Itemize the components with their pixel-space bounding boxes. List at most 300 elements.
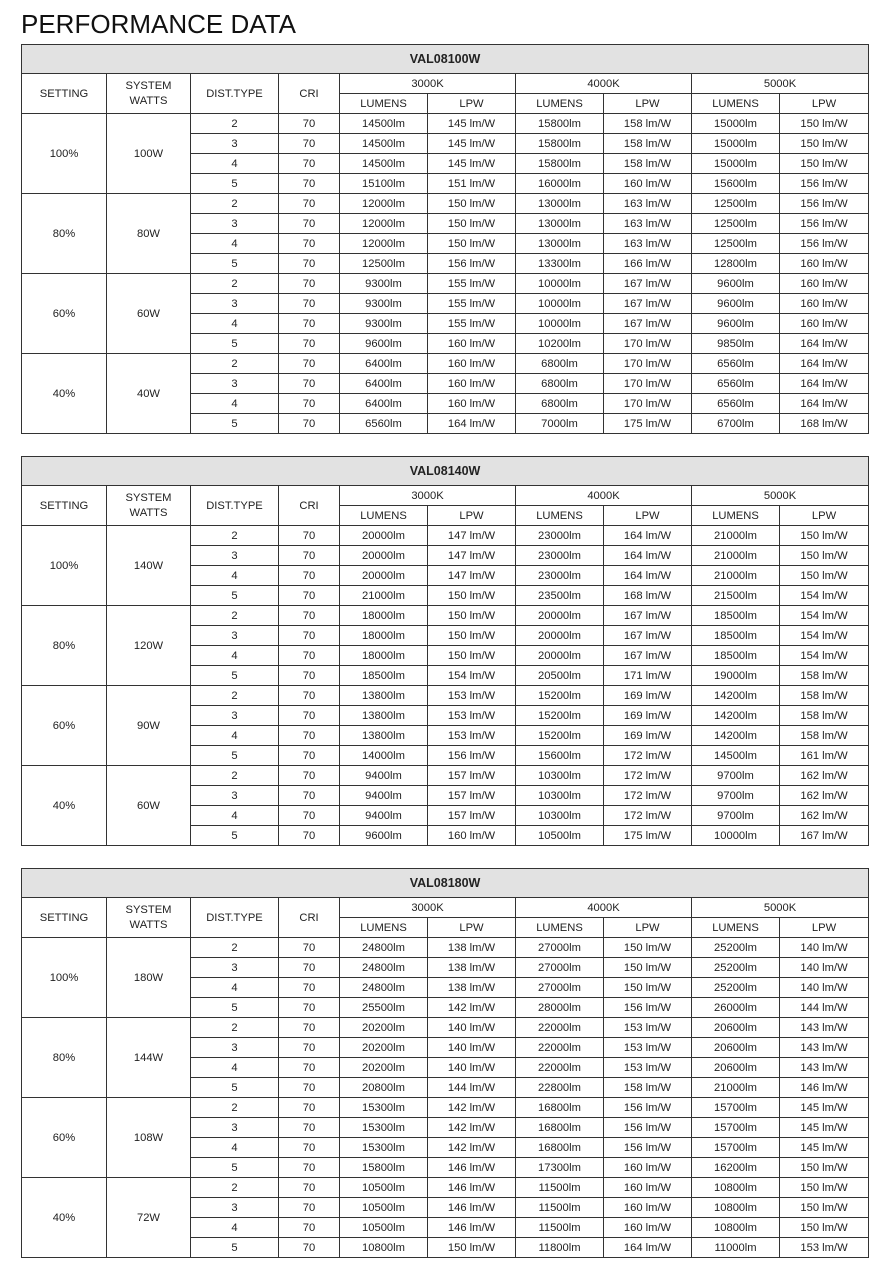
lumens-5000k-cell: 12500lm: [692, 194, 780, 214]
lpw-4000k-cell: 153 lm/W: [604, 1058, 692, 1078]
lumens-3000k-cell: 10800lm: [340, 1238, 428, 1258]
lumens-4000k-cell: 11500lm: [516, 1218, 604, 1238]
cri-cell: 70: [279, 134, 340, 154]
lumens-5000k-cell: 6700lm: [692, 414, 780, 434]
lpw-3000k-cell: 150 lm/W: [428, 646, 516, 666]
lpw-3000k-cell: 150 lm/W: [428, 234, 516, 254]
lpw-4000k-cell: 170 lm/W: [604, 354, 692, 374]
lpw-4000k-cell: 156 lm/W: [604, 998, 692, 1018]
cri-cell: 70: [279, 1238, 340, 1258]
system-watts-cell: 72W: [107, 1178, 191, 1258]
lumens-3000k-cell: 12000lm: [340, 234, 428, 254]
lpw-5000k-cell: 161 lm/W: [780, 746, 869, 766]
lpw-5000k-cell: 150 lm/W: [780, 114, 869, 134]
dist-type-cell: 5: [191, 254, 279, 274]
dist-type-cell: 3: [191, 626, 279, 646]
setting-cell: 40%: [22, 354, 107, 434]
lpw-5000k-cell: 160 lm/W: [780, 294, 869, 314]
setting-header: SETTING: [22, 486, 107, 526]
cri-cell: 70: [279, 1078, 340, 1098]
lumens-5000k-cell: 6560lm: [692, 394, 780, 414]
lumens-5000k-cell: 21500lm: [692, 586, 780, 606]
lumens-4000k-cell: 15200lm: [516, 686, 604, 706]
setting-header: SETTING: [22, 898, 107, 938]
lpw-4000k-cell: 163 lm/W: [604, 214, 692, 234]
lpw-4000k-cell: 169 lm/W: [604, 706, 692, 726]
lumens-4000k-cell: 20000lm: [516, 606, 604, 626]
lpw-4000k-cell: 153 lm/W: [604, 1018, 692, 1038]
lpw-4000k-cell: 167 lm/W: [604, 606, 692, 626]
lpw-5000k-cell: 145 lm/W: [780, 1098, 869, 1118]
lumens-3000k-cell: 18000lm: [340, 626, 428, 646]
cri-cell: 70: [279, 586, 340, 606]
lpw-5000k-cell: 168 lm/W: [780, 414, 869, 434]
lumens-4000k-cell: 15200lm: [516, 726, 604, 746]
lpw-4000k-cell: 156 lm/W: [604, 1138, 692, 1158]
lpw-3000k-cell: 145 lm/W: [428, 134, 516, 154]
setting-cell: 100%: [22, 526, 107, 606]
lpw-5000k-cell: 140 lm/W: [780, 978, 869, 998]
cri-header: CRI: [279, 486, 340, 526]
lpw-5000k-cell: 150 lm/W: [780, 526, 869, 546]
lumens-5000k-cell: 16200lm: [692, 1158, 780, 1178]
cri-cell: 70: [279, 194, 340, 214]
lumens-5000k-cell: 6560lm: [692, 354, 780, 374]
lumens-5000k-cell: 9600lm: [692, 274, 780, 294]
cri-cell: 70: [279, 1178, 340, 1198]
lumens-3000k-cell: 24800lm: [340, 938, 428, 958]
lumens-4000k-cell: 20500lm: [516, 666, 604, 686]
lumens-header: LUMENS: [692, 506, 780, 526]
lpw-3000k-cell: 150 lm/W: [428, 626, 516, 646]
setting-cell: 40%: [22, 766, 107, 846]
cri-cell: 70: [279, 294, 340, 314]
lumens-4000k-cell: 17300lm: [516, 1158, 604, 1178]
table-row: [22, 526, 869, 546]
dist-type-cell: 4: [191, 1218, 279, 1238]
lpw-3000k-cell: 150 lm/W: [428, 194, 516, 214]
cri-cell: 70: [279, 726, 340, 746]
dist-type-cell: 2: [191, 686, 279, 706]
dist-type-cell: 4: [191, 646, 279, 666]
lpw-5000k-cell: 158 lm/W: [780, 706, 869, 726]
lpw-header: LPW: [428, 94, 516, 114]
lpw-3000k-cell: 153 lm/W: [428, 726, 516, 746]
cri-cell: 70: [279, 274, 340, 294]
lpw-5000k-cell: 158 lm/W: [780, 666, 869, 686]
lpw-3000k-cell: 160 lm/W: [428, 354, 516, 374]
performance-table: [21, 44, 869, 434]
lpw-3000k-cell: 156 lm/W: [428, 746, 516, 766]
dist-type-cell: 5: [191, 174, 279, 194]
dist-type-cell: 2: [191, 1178, 279, 1198]
lpw-5000k-cell: 150 lm/W: [780, 546, 869, 566]
dist-type-cell: 5: [191, 998, 279, 1018]
lpw-3000k-cell: 160 lm/W: [428, 334, 516, 354]
setting-cell: 60%: [22, 686, 107, 766]
lumens-4000k-cell: 23000lm: [516, 526, 604, 546]
cri-cell: 70: [279, 1218, 340, 1238]
lumens-4000k-cell: 10300lm: [516, 766, 604, 786]
lpw-4000k-cell: 164 lm/W: [604, 1238, 692, 1258]
lpw-5000k-cell: 143 lm/W: [780, 1058, 869, 1078]
lpw-4000k-cell: 169 lm/W: [604, 686, 692, 706]
lumens-header: LUMENS: [516, 918, 604, 938]
lpw-5000k-cell: 150 lm/W: [780, 1158, 869, 1178]
lpw-3000k-cell: 150 lm/W: [428, 586, 516, 606]
lumens-3000k-cell: 14500lm: [340, 134, 428, 154]
cri-cell: 70: [279, 626, 340, 646]
lumens-3000k-cell: 9400lm: [340, 786, 428, 806]
lumens-4000k-cell: 23500lm: [516, 586, 604, 606]
lpw-3000k-cell: 155 lm/W: [428, 274, 516, 294]
lpw-5000k-cell: 167 lm/W: [780, 826, 869, 846]
lpw-5000k-cell: 158 lm/W: [780, 686, 869, 706]
lumens-4000k-cell: 22000lm: [516, 1038, 604, 1058]
dist-type-cell: 5: [191, 586, 279, 606]
dist-type-cell: 4: [191, 806, 279, 826]
dist-type-cell: 4: [191, 154, 279, 174]
performance-table: [21, 456, 869, 846]
lumens-4000k-cell: 10500lm: [516, 826, 604, 846]
lpw-4000k-cell: 175 lm/W: [604, 414, 692, 434]
lpw-4000k-cell: 160 lm/W: [604, 1178, 692, 1198]
dist-type-cell: 2: [191, 606, 279, 626]
lumens-3000k-cell: 20000lm: [340, 546, 428, 566]
lpw-3000k-cell: 138 lm/W: [428, 958, 516, 978]
lpw-4000k-cell: 158 lm/W: [604, 154, 692, 174]
lpw-3000k-cell: 140 lm/W: [428, 1058, 516, 1078]
dist-type-cell: 4: [191, 1058, 279, 1078]
lumens-4000k-cell: 10300lm: [516, 786, 604, 806]
lpw-4000k-cell: 158 lm/W: [604, 1078, 692, 1098]
cri-header: CRI: [279, 74, 340, 114]
lumens-3000k-cell: 12500lm: [340, 254, 428, 274]
lpw-3000k-cell: 140 lm/W: [428, 1038, 516, 1058]
cri-cell: 70: [279, 806, 340, 826]
lumens-4000k-cell: 27000lm: [516, 958, 604, 978]
lumens-5000k-cell: 15700lm: [692, 1098, 780, 1118]
lumens-header: LUMENS: [340, 506, 428, 526]
lpw-5000k-cell: 143 lm/W: [780, 1038, 869, 1058]
cct-header-3000k: 3000K: [340, 486, 516, 506]
dist-type-cell: 5: [191, 1158, 279, 1178]
lpw-4000k-cell: 170 lm/W: [604, 374, 692, 394]
dist-type-cell: 3: [191, 958, 279, 978]
lumens-5000k-cell: 12500lm: [692, 234, 780, 254]
lumens-4000k-cell: 22000lm: [516, 1018, 604, 1038]
dist-type-cell: 5: [191, 1238, 279, 1258]
lpw-4000k-cell: 170 lm/W: [604, 394, 692, 414]
lumens-3000k-cell: 24800lm: [340, 978, 428, 998]
dist-type-cell: 4: [191, 726, 279, 746]
lpw-3000k-cell: 156 lm/W: [428, 254, 516, 274]
system-watts-cell: 40W: [107, 354, 191, 434]
lpw-3000k-cell: 155 lm/W: [428, 314, 516, 334]
dist-type-cell: 2: [191, 1018, 279, 1038]
lpw-5000k-cell: 154 lm/W: [780, 626, 869, 646]
cri-header: CRI: [279, 898, 340, 938]
lpw-3000k-cell: 146 lm/W: [428, 1198, 516, 1218]
system-watts-cell: 144W: [107, 1018, 191, 1098]
lumens-3000k-cell: 9600lm: [340, 826, 428, 846]
dist-type-cell: 2: [191, 526, 279, 546]
lumens-5000k-cell: 15000lm: [692, 154, 780, 174]
dist-type-cell: 5: [191, 414, 279, 434]
lpw-3000k-cell: 138 lm/W: [428, 978, 516, 998]
lumens-4000k-cell: 15800lm: [516, 134, 604, 154]
cct-header-5000k: 5000K: [692, 74, 869, 94]
lumens-3000k-cell: 18500lm: [340, 666, 428, 686]
cct-header-4000k: 4000K: [516, 486, 692, 506]
lumens-4000k-cell: 7000lm: [516, 414, 604, 434]
cct-header-3000k: 3000K: [340, 74, 516, 94]
lumens-3000k-cell: 10500lm: [340, 1198, 428, 1218]
lumens-3000k-cell: 6400lm: [340, 374, 428, 394]
setting-cell: 60%: [22, 274, 107, 354]
lpw-3000k-cell: 153 lm/W: [428, 686, 516, 706]
system-watts-cell: 140W: [107, 526, 191, 606]
lpw-4000k-cell: 158 lm/W: [604, 114, 692, 134]
cri-cell: 70: [279, 766, 340, 786]
dist-type-cell: 5: [191, 826, 279, 846]
lumens-3000k-cell: 13800lm: [340, 726, 428, 746]
lpw-5000k-cell: 140 lm/W: [780, 958, 869, 978]
lpw-header: LPW: [428, 506, 516, 526]
dist-type-cell: 2: [191, 766, 279, 786]
lpw-4000k-cell: 153 lm/W: [604, 1038, 692, 1058]
cri-cell: 70: [279, 958, 340, 978]
lpw-5000k-cell: 144 lm/W: [780, 998, 869, 1018]
dist-type-cell: 3: [191, 786, 279, 806]
cct-header-3000k: 3000K: [340, 898, 516, 918]
lumens-4000k-cell: 22000lm: [516, 1058, 604, 1078]
lumens-3000k-cell: 14500lm: [340, 154, 428, 174]
lumens-3000k-cell: 9300lm: [340, 274, 428, 294]
lumens-5000k-cell: 20600lm: [692, 1038, 780, 1058]
lpw-5000k-cell: 143 lm/W: [780, 1018, 869, 1038]
dist-type-cell: 3: [191, 134, 279, 154]
lpw-3000k-cell: 145 lm/W: [428, 114, 516, 134]
setting-cell: 60%: [22, 1098, 107, 1178]
setting-cell: 80%: [22, 606, 107, 686]
cri-cell: 70: [279, 314, 340, 334]
lpw-header: LPW: [428, 918, 516, 938]
lpw-4000k-cell: 169 lm/W: [604, 726, 692, 746]
lumens-3000k-cell: 9600lm: [340, 334, 428, 354]
lumens-5000k-cell: 14200lm: [692, 706, 780, 726]
lumens-3000k-cell: 15100lm: [340, 174, 428, 194]
cri-cell: 70: [279, 686, 340, 706]
cri-cell: 70: [279, 254, 340, 274]
cri-cell: 70: [279, 374, 340, 394]
lumens-5000k-cell: 15600lm: [692, 174, 780, 194]
setting-cell: 40%: [22, 1178, 107, 1258]
lpw-4000k-cell: 160 lm/W: [604, 1198, 692, 1218]
lumens-4000k-cell: 23000lm: [516, 566, 604, 586]
lumens-5000k-cell: 12500lm: [692, 214, 780, 234]
lumens-5000k-cell: 20600lm: [692, 1058, 780, 1078]
lumens-header: LUMENS: [692, 94, 780, 114]
lumens-5000k-cell: 15000lm: [692, 114, 780, 134]
lpw-3000k-cell: 154 lm/W: [428, 666, 516, 686]
lumens-4000k-cell: 20000lm: [516, 646, 604, 666]
lumens-3000k-cell: 15800lm: [340, 1158, 428, 1178]
cri-cell: 70: [279, 566, 340, 586]
lpw-5000k-cell: 154 lm/W: [780, 606, 869, 626]
performance-table: [21, 868, 869, 1258]
lumens-5000k-cell: 25200lm: [692, 958, 780, 978]
lpw-5000k-cell: 160 lm/W: [780, 314, 869, 334]
lpw-3000k-cell: 151 lm/W: [428, 174, 516, 194]
lumens-3000k-cell: 20200lm: [340, 1058, 428, 1078]
lumens-3000k-cell: 12000lm: [340, 214, 428, 234]
dist-type-header: DIST.TYPE: [191, 898, 279, 938]
page-title: PERFORMANCE DATA: [21, 9, 296, 39]
table-row: [22, 1098, 869, 1118]
setting-cell: 100%: [22, 938, 107, 1018]
lumens-3000k-cell: 10500lm: [340, 1178, 428, 1198]
lumens-3000k-cell: 6560lm: [340, 414, 428, 434]
dist-type-cell: 4: [191, 978, 279, 998]
dist-type-cell: 2: [191, 194, 279, 214]
lpw-4000k-cell: 175 lm/W: [604, 826, 692, 846]
lpw-4000k-cell: 168 lm/W: [604, 586, 692, 606]
system-watts-cell: 60W: [107, 274, 191, 354]
dist-type-cell: 4: [191, 314, 279, 334]
dist-type-cell: 3: [191, 374, 279, 394]
lumens-5000k-cell: 14200lm: [692, 686, 780, 706]
system-watts-cell: 80W: [107, 194, 191, 274]
lpw-4000k-cell: 172 lm/W: [604, 806, 692, 826]
setting-cell: 80%: [22, 1018, 107, 1098]
lumens-5000k-cell: 11000lm: [692, 1238, 780, 1258]
system-watts-cell: 108W: [107, 1098, 191, 1178]
table-row: [22, 766, 869, 786]
cri-cell: 70: [279, 606, 340, 626]
dist-type-cell: 3: [191, 1198, 279, 1218]
dist-type-header: DIST.TYPE: [191, 74, 279, 114]
cri-cell: 70: [279, 174, 340, 194]
lpw-4000k-cell: 172 lm/W: [604, 766, 692, 786]
lpw-5000k-cell: 145 lm/W: [780, 1118, 869, 1138]
cri-cell: 70: [279, 546, 340, 566]
setting-header: SETTING: [22, 74, 107, 114]
cri-cell: 70: [279, 1098, 340, 1118]
lumens-5000k-cell: 10000lm: [692, 826, 780, 846]
lpw-5000k-cell: 156 lm/W: [780, 234, 869, 254]
lpw-3000k-cell: 140 lm/W: [428, 1018, 516, 1038]
lpw-5000k-cell: 156 lm/W: [780, 194, 869, 214]
dist-type-cell: 5: [191, 746, 279, 766]
lumens-5000k-cell: 15000lm: [692, 134, 780, 154]
lpw-5000k-cell: 154 lm/W: [780, 586, 869, 606]
dist-type-cell: 3: [191, 1038, 279, 1058]
lumens-3000k-cell: 20000lm: [340, 566, 428, 586]
lpw-5000k-cell: 150 lm/W: [780, 154, 869, 174]
lumens-4000k-cell: 13300lm: [516, 254, 604, 274]
lumens-3000k-cell: 6400lm: [340, 394, 428, 414]
cri-cell: 70: [279, 1158, 340, 1178]
lumens-5000k-cell: 21000lm: [692, 566, 780, 586]
lpw-header: LPW: [604, 94, 692, 114]
lpw-3000k-cell: 160 lm/W: [428, 826, 516, 846]
cri-cell: 70: [279, 826, 340, 846]
cri-cell: 70: [279, 1198, 340, 1218]
cri-cell: 70: [279, 334, 340, 354]
lpw-3000k-cell: 138 lm/W: [428, 938, 516, 958]
lumens-4000k-cell: 13000lm: [516, 194, 604, 214]
cri-cell: 70: [279, 1018, 340, 1038]
dist-type-cell: 2: [191, 114, 279, 134]
lpw-4000k-cell: 160 lm/W: [604, 1218, 692, 1238]
lumens-4000k-cell: 27000lm: [516, 978, 604, 998]
lumens-3000k-cell: 15300lm: [340, 1138, 428, 1158]
lumens-4000k-cell: 15800lm: [516, 154, 604, 174]
dist-type-cell: 4: [191, 234, 279, 254]
lpw-4000k-cell: 150 lm/W: [604, 938, 692, 958]
lpw-5000k-cell: 150 lm/W: [780, 134, 869, 154]
dist-type-cell: 3: [191, 214, 279, 234]
lumens-header: LUMENS: [340, 918, 428, 938]
lumens-5000k-cell: 10800lm: [692, 1178, 780, 1198]
lpw-5000k-cell: 146 lm/W: [780, 1078, 869, 1098]
lumens-4000k-cell: 13000lm: [516, 234, 604, 254]
lumens-header: LUMENS: [340, 94, 428, 114]
dist-type-cell: 2: [191, 938, 279, 958]
lumens-3000k-cell: 9400lm: [340, 806, 428, 826]
lumens-header: LUMENS: [516, 94, 604, 114]
lpw-5000k-cell: 150 lm/W: [780, 566, 869, 586]
lpw-4000k-cell: 167 lm/W: [604, 626, 692, 646]
lpw-5000k-cell: 160 lm/W: [780, 254, 869, 274]
lumens-4000k-cell: 10000lm: [516, 274, 604, 294]
lumens-5000k-cell: 9700lm: [692, 766, 780, 786]
dist-type-cell: 2: [191, 354, 279, 374]
cri-cell: 70: [279, 394, 340, 414]
lpw-5000k-cell: 150 lm/W: [780, 1178, 869, 1198]
lumens-5000k-cell: 9850lm: [692, 334, 780, 354]
lpw-4000k-cell: 160 lm/W: [604, 1158, 692, 1178]
dist-type-cell: 3: [191, 1118, 279, 1138]
cri-cell: 70: [279, 114, 340, 134]
table-row: [22, 194, 869, 214]
setting-cell: 100%: [22, 114, 107, 194]
lpw-5000k-cell: 162 lm/W: [780, 806, 869, 826]
lpw-5000k-cell: 164 lm/W: [780, 334, 869, 354]
lumens-5000k-cell: 26000lm: [692, 998, 780, 1018]
cri-cell: 70: [279, 746, 340, 766]
cri-cell: 70: [279, 354, 340, 374]
dist-type-cell: 3: [191, 546, 279, 566]
dist-type-cell: 5: [191, 1078, 279, 1098]
lpw-3000k-cell: 142 lm/W: [428, 998, 516, 1018]
cri-cell: 70: [279, 1118, 340, 1138]
cri-cell: 70: [279, 646, 340, 666]
lumens-5000k-cell: 21000lm: [692, 526, 780, 546]
lpw-3000k-cell: 146 lm/W: [428, 1158, 516, 1178]
lpw-4000k-cell: 172 lm/W: [604, 746, 692, 766]
dist-type-cell: 3: [191, 294, 279, 314]
lpw-5000k-cell: 156 lm/W: [780, 174, 869, 194]
lpw-4000k-cell: 172 lm/W: [604, 786, 692, 806]
lumens-3000k-cell: 20200lm: [340, 1018, 428, 1038]
lumens-5000k-cell: 9700lm: [692, 786, 780, 806]
lumens-4000k-cell: 10000lm: [516, 294, 604, 314]
lpw-3000k-cell: 144 lm/W: [428, 1078, 516, 1098]
lpw-header: LPW: [780, 94, 869, 114]
dist-type-cell: 4: [191, 1138, 279, 1158]
